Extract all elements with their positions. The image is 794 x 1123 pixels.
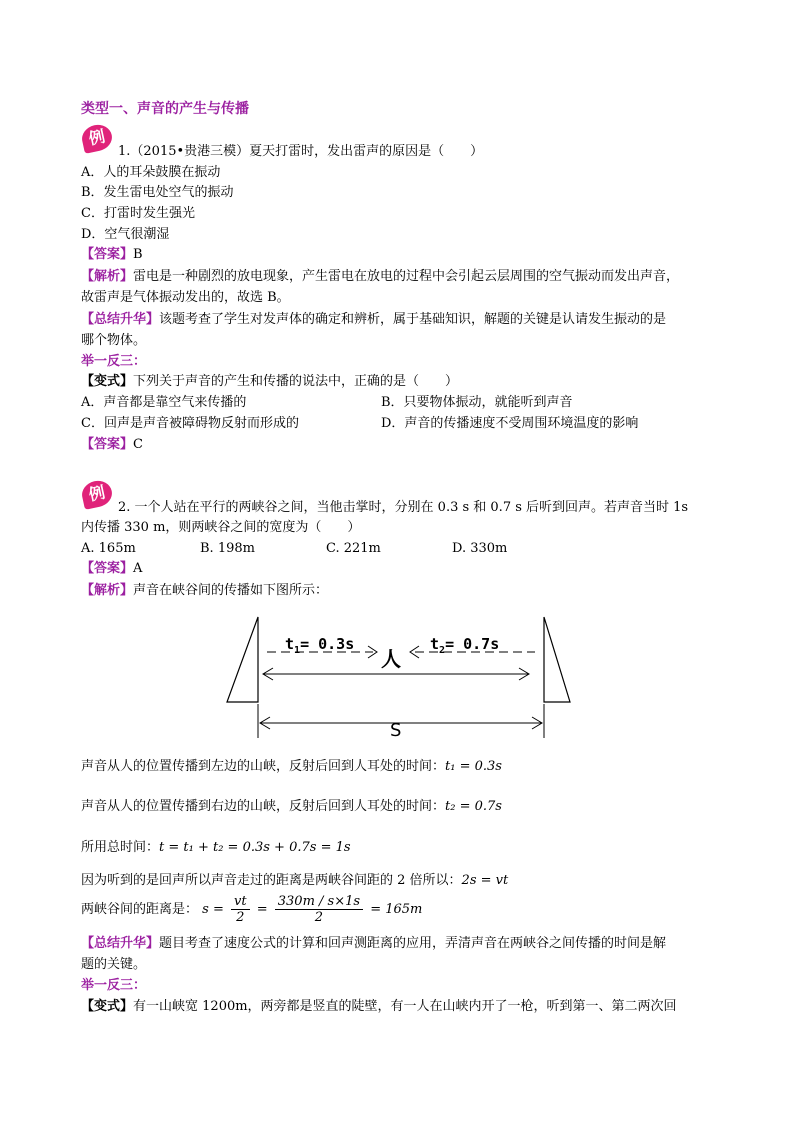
right-cliff [544,617,570,702]
example-badge: 例 [80,122,115,154]
canyon-diagram [225,612,575,744]
q1-analysis [81,268,679,286]
q2-answer-label: 【答案】 [81,561,134,576]
q1-stem: 1.（2015•贵港三模）夏天打雷时，发出雷声的原因是（ ） [118,144,484,159]
q2-total [81,839,351,857]
q2-analysis-label: 【解析】 [81,583,134,598]
q2-summary [81,935,666,953]
q2-summary-text2: 题的关键。 [81,957,147,972]
q1-variant-option-c: C．回声是声音被障碍物反射而形成的 [81,416,299,431]
q2-line-right [81,798,502,816]
q2-because-text: 因为听到的是回声所以声音走过的距离是两峡谷间距的 2 倍所以： [81,873,462,888]
q2-fraction-value: $\frac{330m / s\times 1s}{2}$ [275,894,363,925]
q2-answer-value: A [133,561,143,576]
q1-variant-option-a: A．声音都是靠空气来传播的 [81,395,247,410]
left-cliff [227,617,258,702]
q1-option-d: D．空气很潮湿 [81,227,170,242]
q2-distance-result: = 165m [370,902,423,917]
q2-distance-eq: = [256,902,268,917]
q2-summary-label: 【总结升华】 [81,936,160,951]
q2-option-c: C. 221m [326,541,381,556]
q2-distance-s: s = [202,902,224,917]
q1-variant-stem: 下列关于声音的产生和传播的说法中，正确的是（ ） [133,374,459,389]
q2-summary-text1: 题目考查了速度公式的计算和回声测距离的应用，弄清声音在两峡谷之间传播的时间是解 [159,936,667,951]
q2-practice-label: 举一反三： [81,978,147,993]
q2-distance-label: 两峡谷间的距离是： [81,902,199,917]
q1-answer [81,246,143,264]
q2-analysis [81,582,328,600]
q2-variant-stem: 有一山峡宽 1200m，两旁都是竖直的陡壁，有一人在山峡内开了一枪，听到第一、第二两次回 [133,999,677,1014]
q2-option-d: D. 330m [452,541,508,556]
q2-line-right-text: 声音从人的位置传播到右边的山峡，反射后回到人耳处的时间： [81,799,446,814]
q2-because [81,872,508,890]
q2-option-a: A. 165m [81,541,136,556]
q2-line-left-formula: t₁ = 0.3s [445,759,502,774]
q1-variant [81,373,458,391]
q2-because-formula: 2s = vt [461,873,509,888]
q2-line-right-formula: t₂ = 0.7s [445,799,502,814]
t1-label: $t_1= 0.3s$ [285,635,355,656]
q1-analysis-label: 【解析】 [81,269,134,284]
q1-variant-option-b: B．只要物体振动，就能听到声音 [381,395,573,410]
q2-total-formula: t = t₁ + t₂ = 0.3s + 0.7s = 1s [159,840,351,855]
section-title: 类型一、声音的产生与传播 [81,101,249,117]
example-badge-2: 例 [80,478,115,510]
q2-line-left-text: 声音从人的位置传播到左边的山峡，反射后回到人耳处的时间： [81,759,446,774]
q2-distance [81,894,422,926]
q2-total-label: 所用总时间： [81,840,160,855]
q1-answer-value: B [133,247,143,262]
q2-line-left [81,758,502,776]
q1-analysis-text1: 雷电是一种剧烈的放电现象，产生雷电在放电的过程中会引起云层周围的空气振动而发出声音， [133,269,680,284]
q1-option-a: A．人的耳朵鼓膜在振动 [81,165,221,180]
q2-variant-label: 【变式】 [81,999,134,1014]
q2-fraction-vt: $\frac{vt}{2}$ [231,894,250,925]
q2-stem-line1: 2. 一个人站在平行的两峡谷之间，当他击掌时，分别在 0.3 s 和 0.7 s 后听到回声。若声音当时 1s [118,500,689,515]
q1-answer-label: 【答案】 [81,247,134,262]
q1-practice-label: 举一反三： [81,354,147,369]
q1-variant-answer-label: 【答案】 [81,437,134,452]
q1-variant-answer [81,436,143,454]
q1-variant-answer-value: C [133,437,143,452]
q2-stem-line2: 内传播 330 m，则两峡谷之间的宽度为（ ） [81,520,361,535]
q2-analysis-intro: 声音在峡谷间的传播如下图所示： [133,583,329,598]
q1-variant-label: 【变式】 [81,374,134,389]
q1-variant-option-d: D．声音的传播速度不受周围环境温度的影响 [381,416,639,431]
person-label: 人 [381,647,401,671]
q2-answer [81,560,142,578]
q1-summary-text2: 哪个物体。 [81,333,147,348]
s-label: S [390,720,402,741]
q1-summary-label: 【总结升华】 [81,312,160,327]
q2-variant [81,998,677,1016]
q2-option-b: B. 198m [200,541,255,556]
q1-option-b: B．发生雷电处空气的振动 [81,185,234,200]
q1-summary-text1: 该题考查了学生对发声体的确定和辨析，属于基础知识，解题的关键是认请发生振动的是 [159,312,667,327]
q1-analysis-text2: 故雷声是气体振动发出的，故选 B。 [81,290,290,305]
t2-label: $t_2= 0.7s$ [430,635,500,656]
q1-summary [81,311,666,329]
q1-option-c: C．打雷时发生强光 [81,206,195,221]
